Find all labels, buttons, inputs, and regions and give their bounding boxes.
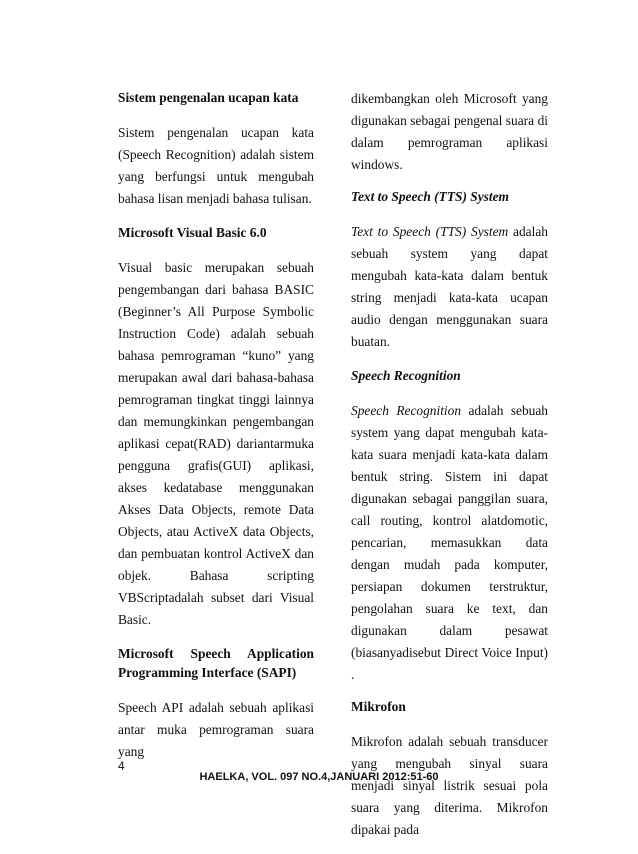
term-tts: Text to Speech (TTS) System (351, 224, 509, 239)
paragraph-sistem-pengenalan: Sistem pengenalan ucapan kata (Speech Recognition) adalah sistem yang berfungsi untuk mengubah bahasa lisan menjadi bahasa tulisan. (118, 125, 314, 206)
right-column (351, 88, 548, 854)
term-speech-recognition: Speech Recognition (351, 403, 462, 418)
paragraph-visual-basic: Visual basic merupakan sebuah pengembangan dari bahasa BASIC (Beginner’s All Purpose Symbolic Instruction Code) adalah sebuah bahasa pemrograman “kuno” yang merupakan awal dari bahasa-bahasa pemrograman tingkat tinggi lainnya dan memungkinkan pengembangan aplikasi cepat(RAD) dariantarmuka pengguna grafis(GUI) aplikasi, akses kedatabase menggunakan Akses Data Objects, remote Data Objects, atau ActiveX data Objects, dan pembuatan kontrol ActiveX dan objek. Bahasa scripting VBScriptadalah subset dari Visual Basic. (118, 260, 314, 627)
heading-sistem-pengenalan: Sistem pengenalan ucapan kata (118, 90, 299, 105)
heading-sapi: Microsoft Speech Application Programming Interface (SAPI) (118, 646, 314, 680)
heading-tts: Text to Speech (TTS) System (351, 189, 509, 204)
paragraph-sapi-continued: dikembangkan oleh Microsoft yang digunakan sebagai pengenal suara di dalam pemrograman aplikasi windows. (351, 91, 548, 172)
paragraph-speech-recognition (351, 400, 548, 686)
paragraph-mikrofon: Mikrofon adalah sebuah transducer yang mengubah sinyal suara menjadi sinyal listrik sesuai pola suara yang diterima. Mikrofon dipakai pada (351, 734, 548, 837)
heading-mikrofon: Mikrofon (351, 699, 406, 714)
footer-citation: HAELKA, VOL. 097 NO.4,JANUARI 2012:51-60 (199, 771, 439, 783)
paragraph-sapi: Speech API adalah sebuah aplikasi antar muka pemrograman suara yang (118, 700, 314, 759)
paragraph-tts-text: adalah sebuah system yang dapat mengubah kata-kata dalam bentuk string menjadi kata-kata ucapan audio dengan menggunakan suara buatan. (351, 224, 548, 349)
paragraph-speech-recognition-text: adalah sebuah system yang dapat mengubah kata-kata suara menjadi kata-kata dalam bentuk string. Sistem ini dapat digunakan sebagai panggilan suara, call routing, kontrol alatdomotic, pencarian, memasukkan data dengan mudah pada komputer, persiapan dokumen terstruktur, pengolahan suara ke text, dan digunakan dalam pesawat (biasanyadisebut Direct Voice Input) . (351, 403, 549, 682)
left-column (118, 88, 314, 776)
heading-speech-recognition: Speech Recognition (351, 368, 461, 383)
paragraph-tts (351, 221, 548, 353)
page-number: 4 (118, 759, 125, 773)
heading-visual-basic: Microsoft Visual Basic 6.0 (118, 225, 267, 240)
